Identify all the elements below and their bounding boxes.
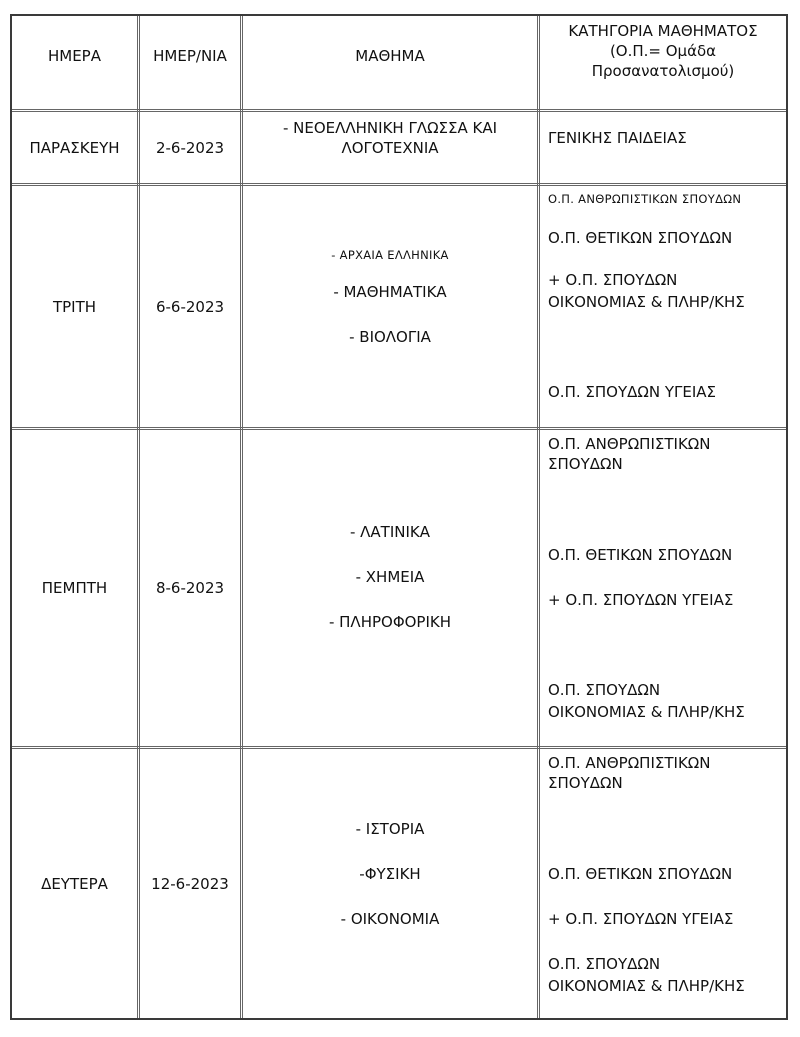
row3-day bbox=[12, 430, 137, 746]
header-day bbox=[12, 16, 137, 96]
day-label: ΤΡΙΤΗ bbox=[52, 297, 97, 316]
header-category-line1: ΚΑΤΗΓΟΡΙΑ ΜΑΘΗΜΑΤΟΣ bbox=[568, 22, 758, 40]
category-item: ΟΙΚΟΝΟΜΙΑΣ & ΠΛΗΡ/ΚΗΣ bbox=[548, 977, 745, 995]
category-label: ΓΕΝΙΚΗΣ ΠΑΙΔΕΙΑΣ bbox=[548, 129, 687, 147]
date-label: 12-6-2023 bbox=[151, 874, 229, 893]
header-category-line2: (Ο.Π.= Ομάδα bbox=[609, 42, 717, 60]
day-label: ΠΑΡΑΣΚΕΥΗ bbox=[29, 138, 120, 157]
category-item: Ο.Π. ΑΝΘΡΩΠΙΣΤΙΚΩΝ bbox=[548, 754, 711, 772]
header-subject bbox=[243, 16, 537, 96]
header-date bbox=[140, 16, 240, 96]
row2-subject bbox=[243, 186, 537, 427]
header-category-line3: Προσανατολισμού) bbox=[591, 62, 735, 80]
subject-item: - ΠΛΗΡΟΦΟΡΙΚΗ bbox=[328, 613, 452, 631]
category-item: Ο.Π. ΘΕΤΙΚΩΝ ΣΠΟΥΔΩΝ bbox=[548, 546, 733, 564]
subject-item: - ΟΙΚΟΝΟΜΙΑ bbox=[340, 910, 440, 928]
header-category bbox=[540, 21, 786, 101]
row3-category bbox=[540, 430, 786, 746]
subject-item: - ΜΑΘΗΜΑΤΙΚΑ bbox=[333, 283, 447, 301]
date-label: 2-6-2023 bbox=[155, 138, 225, 157]
subject-item: - ΧΗΜΕΙΑ bbox=[355, 568, 425, 586]
row4-subject bbox=[243, 749, 537, 1018]
category-item: ΟΙΚΟΝΟΜΙΑΣ & ΠΛΗΡ/ΚΗΣ bbox=[548, 703, 745, 721]
row1-date bbox=[140, 112, 240, 183]
category-item: ΣΠΟΥΔΩΝ bbox=[548, 774, 623, 792]
subject-line2: ΛΟΓΟΤΕΧΝΙΑ bbox=[341, 139, 439, 157]
date-label: 8-6-2023 bbox=[155, 579, 225, 597]
category-item: Ο.Π. ΘΕΤΙΚΩΝ ΣΠΟΥΔΩΝ bbox=[548, 229, 733, 247]
category-item: Ο.Π. ΘΕΤΙΚΩΝ ΣΠΟΥΔΩΝ bbox=[548, 865, 733, 883]
subject-item: - ΙΣΤΟΡΙΑ bbox=[355, 820, 425, 838]
row4-category bbox=[540, 749, 786, 1018]
row1-subject bbox=[243, 118, 537, 178]
category-item: + Ο.Π. ΣΠΟΥΔΩΝ bbox=[548, 271, 678, 289]
category-item: Ο.Π. ΣΠΟΥΔΩΝ bbox=[548, 681, 661, 699]
category-item: Ο.Π. ΑΝΘΡΩΠΙΣΤΙΚΩΝ bbox=[548, 435, 711, 453]
category-item: Ο.Π. ΣΠΟΥΔΩΝ bbox=[548, 955, 661, 973]
subject-line1: - ΝΕΟΕΛΛΗΝΙΚΗ ΓΛΩΣΣΑ ΚΑΙ bbox=[282, 119, 498, 137]
row3-date bbox=[140, 430, 240, 746]
day-label: ΠΕΜΠΤΗ bbox=[41, 579, 108, 597]
row3-subject bbox=[243, 430, 537, 746]
subject-item: - ΛΑΤΙΝΙΚΑ bbox=[349, 523, 431, 541]
row1-category bbox=[548, 128, 784, 148]
row4-date bbox=[140, 749, 240, 1018]
row1-day bbox=[12, 112, 137, 183]
date-label: 6-6-2023 bbox=[155, 297, 225, 316]
category-item: ΟΙΚΟΝΟΜΙΑΣ & ΠΛΗΡ/ΚΗΣ bbox=[548, 293, 745, 311]
category-item: + Ο.Π. ΣΠΟΥΔΩΝ ΥΓΕΙΑΣ bbox=[548, 910, 734, 928]
header-date-label: ΗΜΕΡ/ΝΙΑ bbox=[153, 47, 227, 65]
row4-day bbox=[12, 749, 137, 1018]
subject-item: - ΒΙΟΛΟΓΙΑ bbox=[349, 328, 431, 346]
row2-day bbox=[12, 186, 137, 427]
category-item: Ο.Π. ΑΝΘΡΩΠΙΣΤΙΚΩΝ ΣΠΟΥΔΩΝ bbox=[548, 192, 742, 206]
category-item: Ο.Π. ΣΠΟΥΔΩΝ ΥΓΕΙΑΣ bbox=[548, 383, 716, 401]
row2-category bbox=[540, 186, 786, 427]
exam-schedule-table bbox=[10, 14, 788, 1020]
header-subject-label: ΜΑΘΗΜΑ bbox=[355, 47, 425, 65]
subject-item: - ΑΡΧΑΙΑ ΕΛΛΗΝΙΚΑ bbox=[331, 248, 449, 262]
day-label: ΔΕΥΤΕΡΑ bbox=[41, 874, 108, 893]
header-day-label: ΗΜΕΡΑ bbox=[47, 47, 101, 65]
row2-date bbox=[140, 186, 240, 427]
category-item: + Ο.Π. ΣΠΟΥΔΩΝ ΥΓΕΙΑΣ bbox=[548, 591, 734, 609]
subject-item: -ΦΥΣΙΚΗ bbox=[359, 865, 421, 883]
category-item: ΣΠΟΥΔΩΝ bbox=[548, 455, 623, 473]
